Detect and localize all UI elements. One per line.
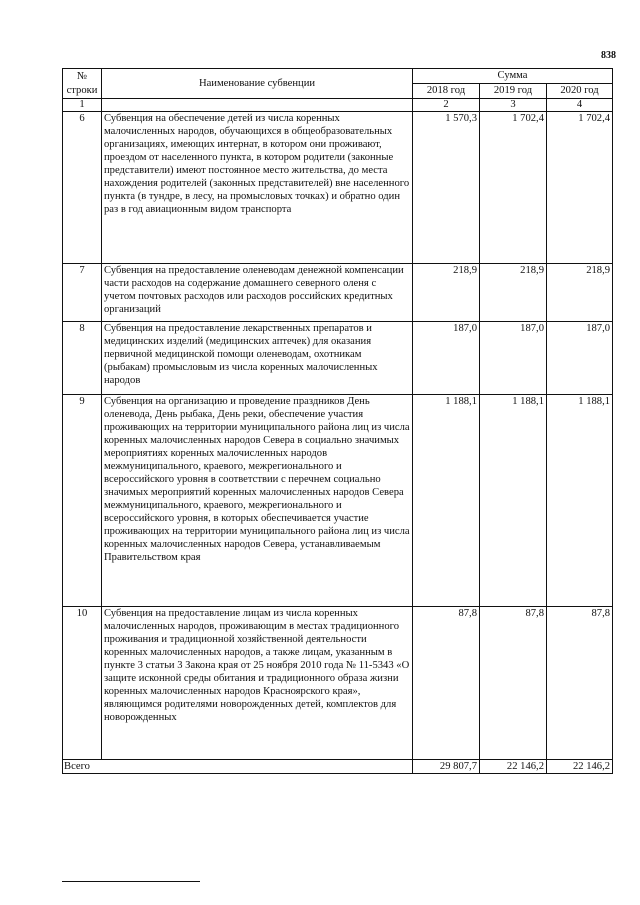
sum-header: Сумма (413, 69, 613, 84)
table-row (63, 395, 613, 607)
amount-2020: 1 702,4 (547, 112, 613, 264)
total-2019: 22 146,2 (480, 760, 547, 774)
row-number-header: № строки (63, 69, 102, 99)
amount-2018: 87,8 (413, 607, 480, 760)
index-cell-1-name (102, 99, 413, 112)
total-2020: 22 146,2 (547, 760, 613, 774)
total-label: Всего (63, 760, 413, 774)
amount-2018: 1 188,1 (413, 395, 480, 607)
subsidy-name: Субвенция на предоставление лицам из числа коренных малочисленных народов, проживающим в местах традиционного проживания и традиционной хозяйственной деятельности коренных малочисленных народов, а также лицам, указанным в пункте 3 статьи 3 Закона края от 25 ноября 2010 года № 11-5343 «О защите исконной среды обитания и традиционного образа жизни коренных малочисленных народов Красноярского края», являющимся родителями новорожденных детей, комплектов для новорожденных (102, 607, 413, 760)
subsidy-table (62, 68, 613, 774)
amount-2020: 187,0 (547, 322, 613, 395)
row-number: 6 (63, 112, 102, 264)
table-row (63, 607, 613, 760)
amount-2019: 87,8 (480, 607, 547, 760)
amount-2019: 1 188,1 (480, 395, 547, 607)
footnote-separator (62, 881, 200, 882)
table-row (63, 112, 613, 264)
subsidy-name: Субвенция на предоставление оленеводам денежной компенсации части расходов на содержание домашнего северного оленя с учетом почтовых расходов или расходов российских кредитных организаций (102, 264, 413, 322)
table-row (63, 322, 613, 395)
index-cell-1: 1 (63, 99, 102, 112)
row-number: 7 (63, 264, 102, 322)
year-header-2018: 2018 год (413, 84, 480, 99)
subsidy-name: Субвенция на обеспечение детей из числа коренных малочисленных народов, обучающихся в общеобразовательных организациях, имеющих интернат, в котором они проживают, проездом от населенного пункта, в котором родители (законные представители) имеют постоянное место жительства, до места нахождения родителей (законных представителей) вне населенного пункта (в тундре, в лесу, на промысловых точках) и обратно один раз в год авиационным видом транспорта (102, 112, 413, 264)
subsidy-name: Субвенция на организацию и проведение праздников День оленевода, День рыбака, День реки, обеспечение участия проживающих на территории муниципального района лиц из числа коренных малочисленных народов Севера в социально значимых мероприятиях коренных малочисленных народов межмуниципального, краевого, межрегионального и всероссийского уровня в соответствии с перечнем социально значимых мероприятий коренных малочисленных народов Севера межмуниципального, краевого, межрегионального и всероссийского уровня, в которых обеспечивается участие проживающих на территории муниципального района лиц из числа коренных малочисленных народов Севера, устанавливаемым Правительством края (102, 395, 413, 607)
amount-2019: 218,9 (480, 264, 547, 322)
total-2018: 29 807,7 (413, 760, 480, 774)
header-row-top (63, 69, 613, 84)
amount-2018: 1 570,3 (413, 112, 480, 264)
page-number: 838 (601, 50, 616, 61)
year-header-2019: 2019 год (480, 84, 547, 99)
total-row (63, 760, 613, 774)
name-header: Наименование субвенции (102, 69, 413, 99)
amount-2020: 1 188,1 (547, 395, 613, 607)
subsidy-name: Субвенция на предоставление лекарственных препаратов и медицинских изделий (медицинских аптечек) для оказания первичной медицинской помощи оленеводам, охотникам (рыбакам) промысловым из числа коренных малочисленных народов (102, 322, 413, 395)
index-cell-2: 2 (413, 99, 480, 112)
year-header-2020: 2020 год (547, 84, 613, 99)
row-number: 9 (63, 395, 102, 607)
amount-2020: 87,8 (547, 607, 613, 760)
amount-2020: 218,9 (547, 264, 613, 322)
index-cell-4: 4 (547, 99, 613, 112)
row-number: 10 (63, 607, 102, 760)
amount-2018: 187,0 (413, 322, 480, 395)
table-row (63, 264, 613, 322)
row-number: 8 (63, 322, 102, 395)
index-row (63, 99, 613, 112)
amount-2019: 187,0 (480, 322, 547, 395)
amount-2019: 1 702,4 (480, 112, 547, 264)
index-cell-3: 3 (480, 99, 547, 112)
amount-2018: 218,9 (413, 264, 480, 322)
